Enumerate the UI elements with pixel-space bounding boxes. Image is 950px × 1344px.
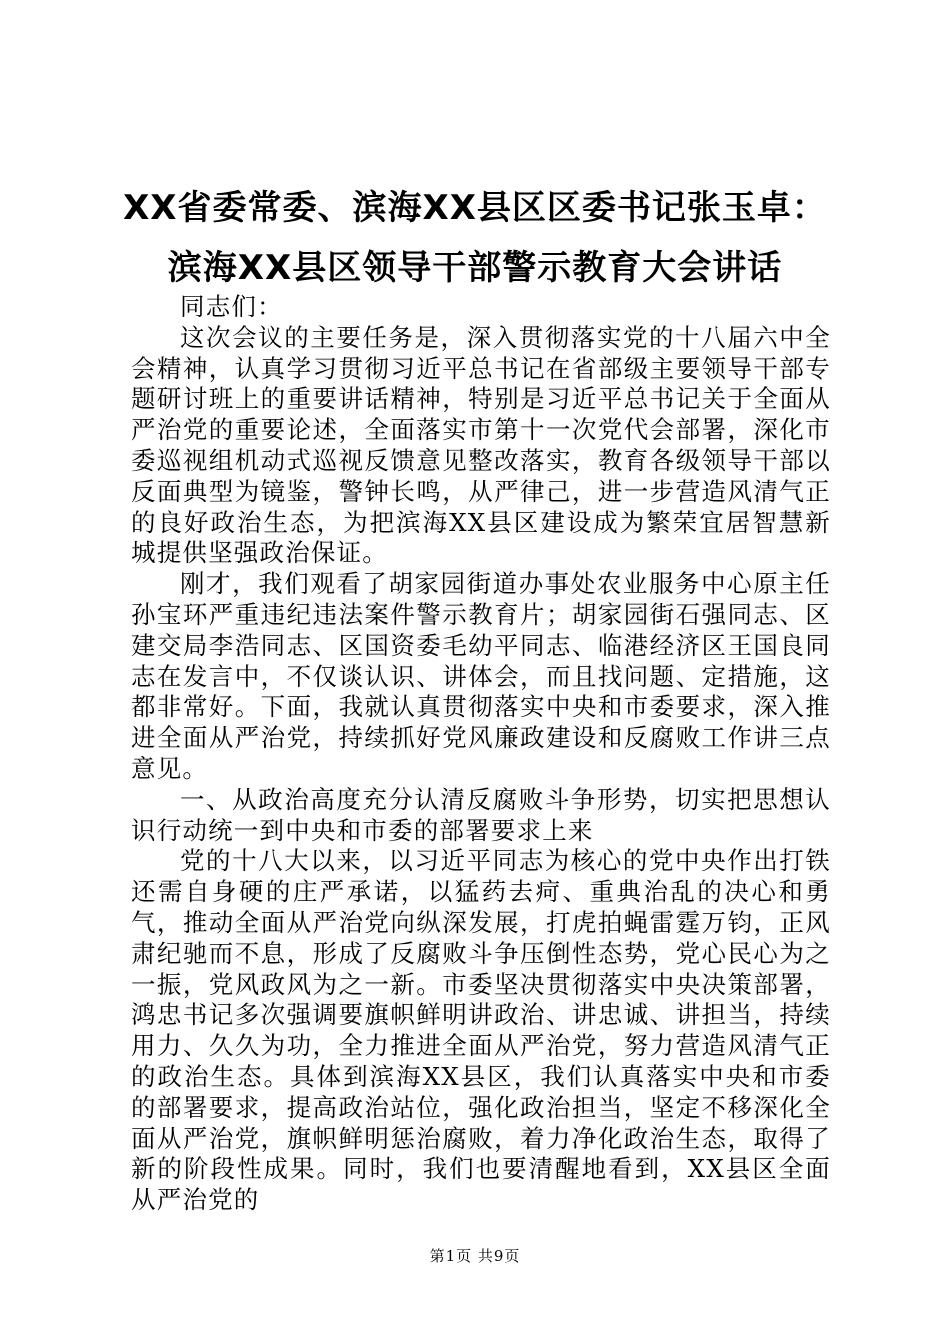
document-body	[131, 292, 831, 1216]
body-paragraph: 这次会议的主要任务是，深入贯彻落实党的十八届六中全会精神，认真学习贯彻习近平总书记在省部级主要领导干部专题研讨班上的重要讲话精神，特别是习近平总书记关于全面从严治党的重要论述，全面落实市第十一次党代会部署，深化市委巡视组机动式巡视反馈意见整改落实，教育各级领导干部以反面典型为镜鉴，警钟长鸣，从严律己，进一步营造风清气正的良好政治生态，为把滨海XX县区建设成为繁荣宜居智慧新城提供坚强政治保证。	[131, 322, 831, 568]
body-paragraph: 党的十八大以来，以习近平同志为核心的党中央作出打铁还需自身硬的庄严承诺，以猛药去疴、重典治乱的决心和勇气，推动全面从严治党向纵深发展，打虎拍蝇雷霆万钧，正风肃纪驰而不息，形成了反腐败斗争压倒性态势，党心民心为之一振，党风政风为之一新。市委坚决贯彻落实中央决策部署，鸿忠书记多次强调要旗帜鲜明讲政治、讲忠诚、讲担当，持续用力、久久为功，全力推进全面从严治党，努力营造风清气正的政治生态。具体到滨海XX县区，我们认真落实中央和市委的部署要求，提高政治站位，强化政治担当，坚定不移深化全面从严治党，旗帜鲜明惩治腐败，着力净化政治生态，取得了新的阶段性成果。同时，我们也要清醒地看到，XX县区全面从严治党的	[131, 846, 831, 1215]
section-heading: 一、从政治高度充分认清反腐败斗争形势，切实把思想认识行动统一到中央和市委的部署要求上来	[131, 784, 831, 845]
salutation: 同志们：	[180, 292, 283, 321]
page-number-footer: 第1页 共9页	[429, 1247, 521, 1265]
document-title-line-2: 滨海XX县区领导干部警示教育大会讲话	[167, 248, 783, 288]
document-title-line-1: XX省委常委、滨海XX县区区委书记张玉卓：	[123, 188, 827, 228]
body-paragraph: 刚才，我们观看了胡家园街道办事处农业服务中心原主任孙宝环严重违纪违法案件警示教育片；胡家园街石强同志、区建交局李浩同志、区国资委毛幼平同志、临港经济区王国良同志在发言中，不仅谈认识、讲体会，而且找问题、定措施，这都非常好。下面，我就认真贯彻落实中央和市委要求，深入推进全面从严治党，持续抓好党风廉政建设和反腐败工作讲三点意见。	[131, 569, 831, 783]
